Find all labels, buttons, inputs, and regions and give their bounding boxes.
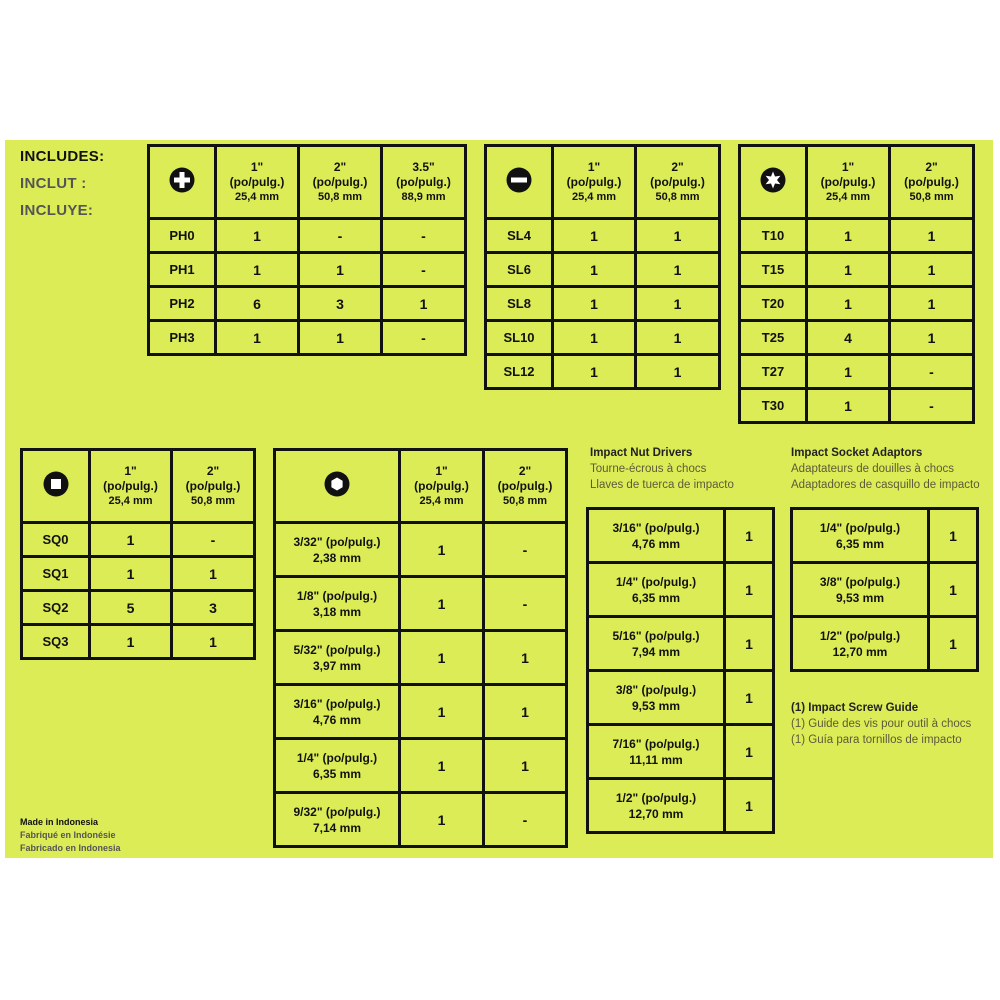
size-label: 1/2" (po/pulg.) 12,70 mm — [792, 617, 929, 671]
table-row — [149, 321, 466, 355]
includes-heading — [20, 149, 104, 218]
qty-cell: 1 — [636, 321, 720, 355]
socket-adaptors-title-es: Adaptadores de casquillo de impacto — [791, 479, 980, 491]
qty-cell: 1 — [553, 287, 636, 321]
qty-cell: 1 — [636, 355, 720, 389]
row-label: SQ1 — [22, 557, 90, 591]
qty-cell: 1 — [382, 287, 466, 321]
qty-cell: 1 — [807, 219, 890, 253]
row-label: SL10 — [486, 321, 553, 355]
socket-adaptors-heading — [791, 445, 980, 493]
table-row — [792, 509, 978, 563]
torx-header-2: 2" (po/pulg.) 50,8 mm — [890, 146, 974, 219]
row-label: PH3 — [149, 321, 216, 355]
made-in-en: Made in Indonesia — [20, 817, 99, 827]
socket-adaptors-table — [790, 507, 979, 672]
phillips-header-3: 3.5" (po/pulg.) 88,9 mm — [382, 146, 466, 219]
made-in-es: Fabricado en Indonesia — [20, 843, 121, 853]
hex-icon-cell — [275, 450, 400, 523]
qty-cell: - — [382, 253, 466, 287]
qty-cell: 1 — [553, 355, 636, 389]
table-row — [740, 389, 974, 423]
qty-cell: 1 — [929, 509, 978, 563]
qty-cell: 1 — [299, 321, 382, 355]
qty-cell: - — [890, 389, 974, 423]
row-label: SQ2 — [22, 591, 90, 625]
qty-cell: 1 — [890, 253, 974, 287]
qty-cell: - — [172, 523, 255, 557]
table-row — [149, 219, 466, 253]
row-label: T25 — [740, 321, 807, 355]
made-in-note — [20, 816, 121, 855]
slotted-header-2: 2" (po/pulg.) 50,8 mm — [636, 146, 720, 219]
qty-cell: 1 — [929, 617, 978, 671]
qty-cell: 1 — [484, 739, 567, 793]
square-table — [20, 448, 256, 660]
qty-cell: 1 — [172, 625, 255, 659]
slotted-icon-cell — [486, 146, 553, 219]
table-row — [22, 557, 255, 591]
row-label: PH1 — [149, 253, 216, 287]
table-row — [486, 321, 720, 355]
torx-star-icon — [760, 167, 786, 193]
row-label: SL8 — [486, 287, 553, 321]
size-label: 1/4" (po/pulg.) 6,35 mm — [275, 739, 400, 793]
table-row — [486, 219, 720, 253]
qty-cell: 1 — [553, 321, 636, 355]
row-label: T15 — [740, 253, 807, 287]
phillips-icon-cell — [149, 146, 216, 219]
qty-cell: 3 — [299, 287, 382, 321]
nut-drivers-title-en: Impact Nut Drivers — [590, 447, 693, 459]
table-row — [588, 509, 774, 563]
table-row — [486, 355, 720, 389]
size-label: 3/8" (po/pulg.) 9,53 mm — [588, 671, 725, 725]
qty-cell: - — [484, 577, 567, 631]
includes-en: INCLUDES: — [20, 148, 105, 165]
table-row — [275, 523, 567, 577]
qty-cell: 1 — [400, 523, 484, 577]
includes-fr: INCLUT : — [20, 175, 87, 192]
row-label: SL12 — [486, 355, 553, 389]
size-label: 7/16" (po/pulg.) 11,11 mm — [588, 725, 725, 779]
made-in-fr: Fabriqué en Indonésie — [20, 830, 116, 840]
qty-cell: - — [382, 321, 466, 355]
qty-cell: 5 — [90, 591, 172, 625]
qty-cell: 1 — [400, 577, 484, 631]
square-drive-icon — [43, 471, 69, 497]
size-label: 5/32" (po/pulg.) 3,97 mm — [275, 631, 400, 685]
row-label: PH0 — [149, 219, 216, 253]
qty-cell: 1 — [636, 219, 720, 253]
qty-cell: 1 — [725, 509, 774, 563]
qty-cell: 4 — [807, 321, 890, 355]
size-label: 1/4" (po/pulg.) 6,35 mm — [588, 563, 725, 617]
row-label: SQ3 — [22, 625, 90, 659]
size-label: 5/16" (po/pulg.) 7,94 mm — [588, 617, 725, 671]
table-row — [588, 779, 774, 833]
table-row — [275, 793, 567, 847]
nut-drivers-title-fr: Tourne-écrous à chocs — [590, 463, 707, 475]
qty-cell: - — [484, 793, 567, 847]
qty-cell: 1 — [807, 253, 890, 287]
table-row — [149, 253, 466, 287]
row-label: T20 — [740, 287, 807, 321]
qty-cell: 1 — [636, 287, 720, 321]
screw-guide-note — [791, 700, 971, 748]
qty-cell: 1 — [553, 219, 636, 253]
slotted-minus-icon — [506, 167, 532, 193]
size-label: 1/4" (po/pulg.) 6,35 mm — [792, 509, 929, 563]
qty-cell: 1 — [890, 287, 974, 321]
includes-es: INCLUYE: — [20, 202, 94, 219]
phillips-header-2: 2" (po/pulg.) 50,8 mm — [299, 146, 382, 219]
phillips-header-1: 1" (po/pulg.) 25,4 mm — [216, 146, 299, 219]
nut-drivers-heading — [590, 445, 734, 493]
qty-cell: 1 — [90, 523, 172, 557]
qty-cell: 1 — [90, 557, 172, 591]
nut-drivers-table — [586, 507, 775, 834]
table-row — [588, 725, 774, 779]
row-label: T27 — [740, 355, 807, 389]
qty-cell: 1 — [400, 685, 484, 739]
qty-cell: - — [382, 219, 466, 253]
size-label: 3/8" (po/pulg.) 9,53 mm — [792, 563, 929, 617]
torx-header-1: 1" (po/pulg.) 25,4 mm — [807, 146, 890, 219]
square-header-2: 2" (po/pulg.) 50,8 mm — [172, 450, 255, 523]
square-icon-cell — [22, 450, 90, 523]
table-row — [486, 287, 720, 321]
table-row — [588, 671, 774, 725]
qty-cell: 1 — [553, 253, 636, 287]
table-row — [740, 355, 974, 389]
qty-cell: 1 — [216, 253, 299, 287]
table-row — [275, 577, 567, 631]
qty-cell: - — [484, 523, 567, 577]
qty-cell: 1 — [400, 739, 484, 793]
qty-cell: 1 — [484, 685, 567, 739]
row-label: T10 — [740, 219, 807, 253]
table-row — [275, 685, 567, 739]
qty-cell: 1 — [484, 631, 567, 685]
qty-cell: 6 — [216, 287, 299, 321]
hex-header-1: 1" (po/pulg.) 25,4 mm — [400, 450, 484, 523]
hex-drive-icon — [324, 471, 350, 497]
table-row — [740, 219, 974, 253]
qty-cell: 1 — [636, 253, 720, 287]
qty-cell: 1 — [299, 253, 382, 287]
screw-guide-fr: (1) Guide des vis pour outil à chocs — [791, 718, 972, 730]
row-label: PH2 — [149, 287, 216, 321]
table-row — [740, 253, 974, 287]
nut-drivers-title-es: Llaves de tuerca de impacto — [590, 479, 734, 491]
phillips-table — [147, 144, 467, 356]
table-row — [275, 631, 567, 685]
table-row — [588, 563, 774, 617]
table-row — [792, 617, 978, 671]
socket-adaptors-title-fr: Adaptateurs de douilles à chocs — [791, 463, 955, 475]
size-label: 3/16" (po/pulg.) 4,76 mm — [275, 685, 400, 739]
table-row — [22, 523, 255, 557]
table-row — [588, 617, 774, 671]
screw-guide-en: (1) Impact Screw Guide — [791, 702, 919, 714]
torx-table — [738, 144, 975, 424]
qty-cell: 1 — [725, 779, 774, 833]
size-label: 3/16" (po/pulg.) 4,76 mm — [588, 509, 725, 563]
size-label: 9/32" (po/pulg.) 7,14 mm — [275, 793, 400, 847]
size-label: 1/2" (po/pulg.) 12,70 mm — [588, 779, 725, 833]
table-row — [22, 591, 255, 625]
qty-cell: 1 — [890, 321, 974, 355]
qty-cell: 1 — [890, 219, 974, 253]
table-row — [792, 563, 978, 617]
qty-cell: 1 — [807, 389, 890, 423]
size-label: 3/32" (po/pulg.) 2,38 mm — [275, 523, 400, 577]
hex-header-2: 2" (po/pulg.) 50,8 mm — [484, 450, 567, 523]
row-label: SL6 — [486, 253, 553, 287]
table-row — [275, 739, 567, 793]
table-row — [22, 625, 255, 659]
qty-cell: 1 — [90, 625, 172, 659]
qty-cell: 3 — [172, 591, 255, 625]
qty-cell: 1 — [807, 287, 890, 321]
qty-cell: 1 — [400, 793, 484, 847]
table-row — [486, 253, 720, 287]
qty-cell: 1 — [807, 355, 890, 389]
row-label: SQ0 — [22, 523, 90, 557]
qty-cell: 1 — [172, 557, 255, 591]
hex-table — [273, 448, 568, 848]
qty-cell: 1 — [929, 563, 978, 617]
torx-icon-cell — [740, 146, 807, 219]
row-label: SL4 — [486, 219, 553, 253]
square-header-1: 1" (po/pulg.) 25,4 mm — [90, 450, 172, 523]
qty-cell: 1 — [400, 631, 484, 685]
row-label: T30 — [740, 389, 807, 423]
table-row — [149, 287, 466, 321]
socket-adaptors-title-en: Impact Socket Adaptors — [791, 447, 923, 459]
qty-cell: - — [299, 219, 382, 253]
size-label: 1/8" (po/pulg.) 3,18 mm — [275, 577, 400, 631]
qty-cell: 1 — [216, 321, 299, 355]
qty-cell: 1 — [216, 219, 299, 253]
table-row — [740, 321, 974, 355]
screw-guide-es: (1) Guía para tornillos de impacto — [791, 734, 962, 746]
slotted-header-1: 1" (po/pulg.) 25,4 mm — [553, 146, 636, 219]
phillips-plus-icon — [169, 167, 195, 193]
qty-cell: 1 — [725, 725, 774, 779]
qty-cell: 1 — [725, 563, 774, 617]
qty-cell: 1 — [725, 617, 774, 671]
table-row — [740, 287, 974, 321]
qty-cell: - — [890, 355, 974, 389]
slotted-table — [484, 144, 721, 390]
qty-cell: 1 — [725, 671, 774, 725]
